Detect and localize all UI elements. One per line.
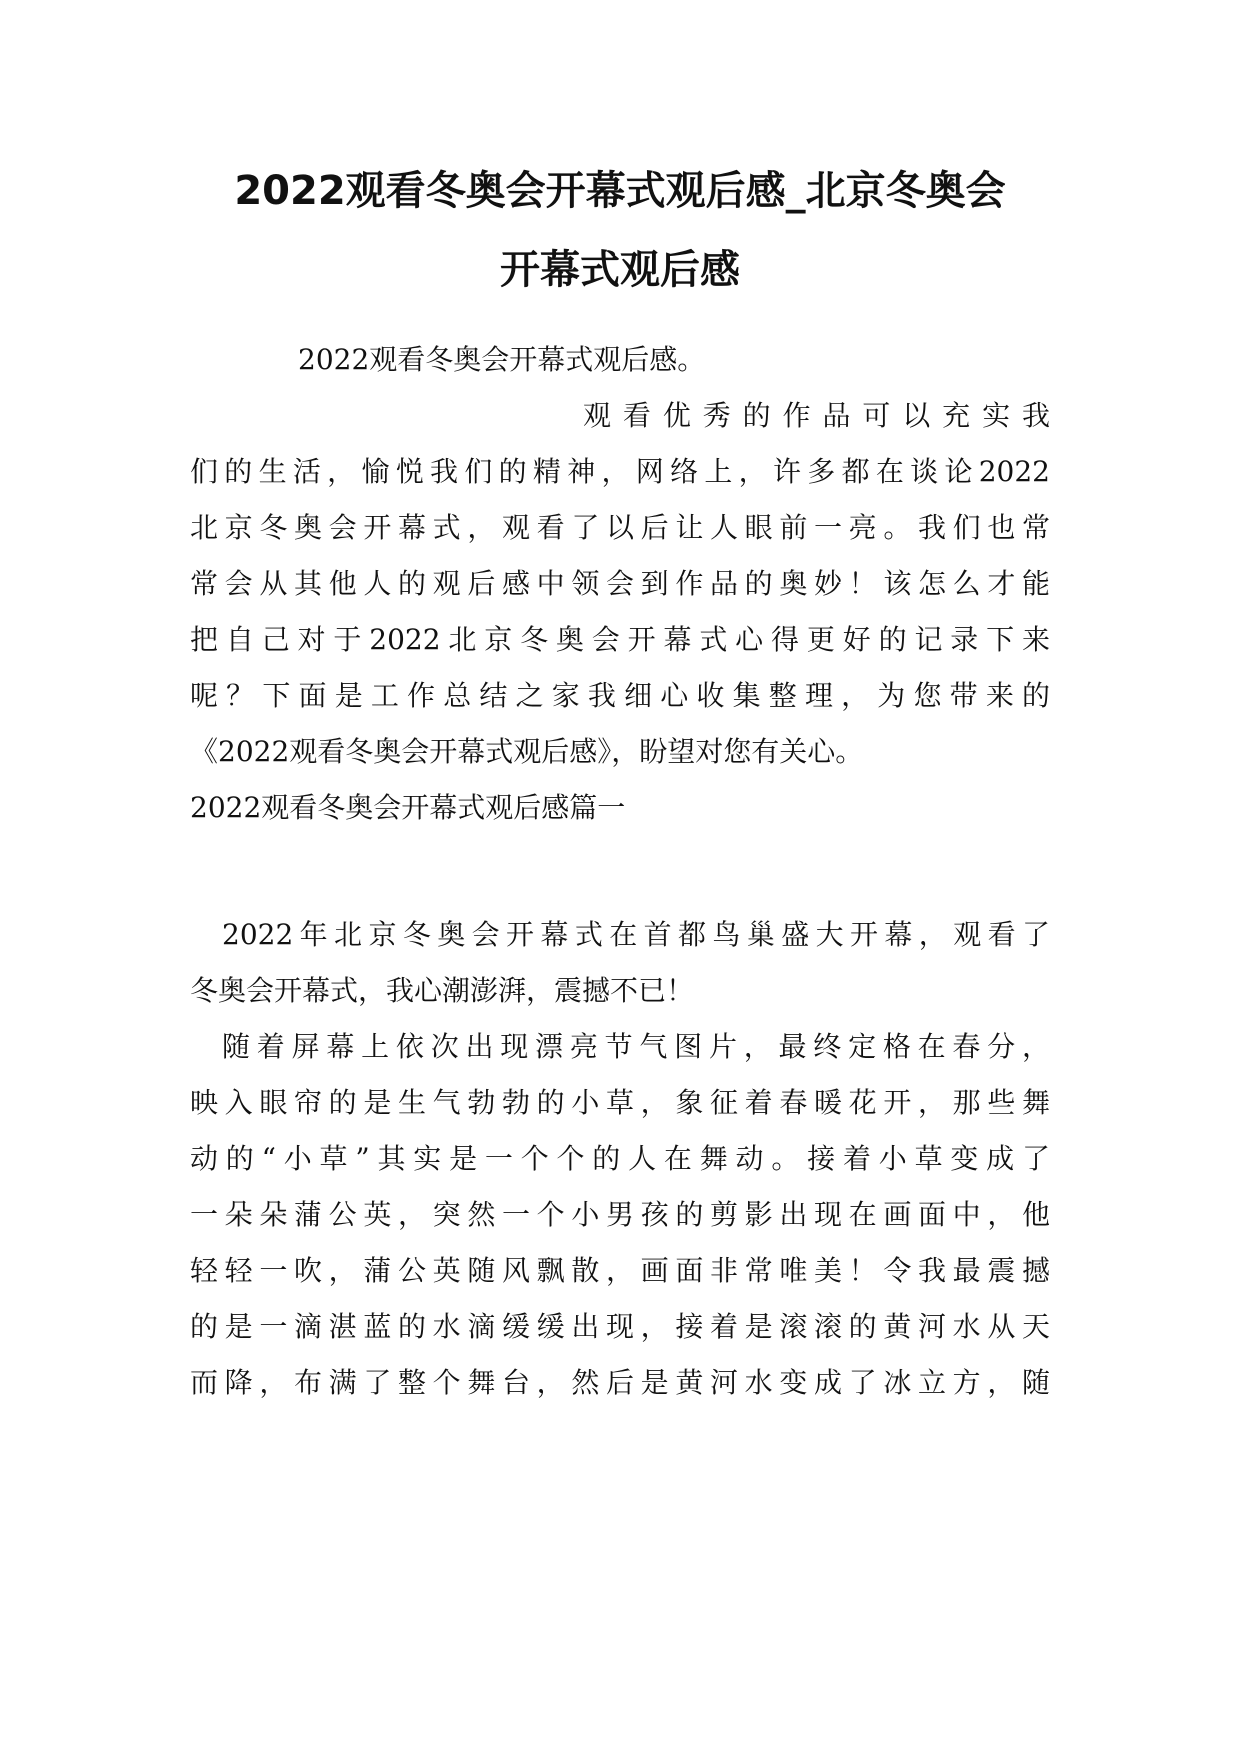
paragraph-line: 的是一滴湛蓝的水滴缓缓出现，接着是滚滚的黄河水从天 [190, 1310, 1050, 1343]
document-title-line-1: 2022观看冬奥会开幕式观后感_北京冬奥会 [234, 168, 1006, 214]
paragraph-line: 《2022观看冬奥会开幕式观后感》，盼望对您有关心。 [190, 735, 864, 768]
paragraph-line: 常会从其他人的观后感中领会到作品的奥妙！该怎么才能 [190, 567, 1050, 600]
paragraph-line: 一朵朵蒲公英，突然一个小男孩的剪影出现在画面中，他 [190, 1198, 1050, 1231]
paragraph-line: 冬奥会开幕式，我心潮澎湃，震撼不已！ [190, 974, 695, 1007]
paragraph-line: 把自己对于2022北京冬奥会开幕式心得更好的记录下来 [190, 623, 1050, 656]
paragraph-line: 呢？下面是工作总结之家我细心收集整理，为您带来的 [190, 679, 1050, 712]
paragraph-line: 2022年北京冬奥会开幕式在首都鸟巢盛大开幕，观看了 [222, 918, 1050, 951]
paragraph-line: 观看优秀的作品可以充实我 [583, 399, 1050, 432]
paragraph-line: 轻轻一吹，蒲公英随风飘散，画面非常唯美！令我最震撼 [190, 1254, 1050, 1287]
paragraph-line: 映入眼帘的是生气勃勃的小草，象征着春暖花开，那些舞 [190, 1086, 1050, 1119]
paragraph-line: 而降，布满了整个舞台，然后是黄河水变成了冰立方，随 [190, 1366, 1050, 1399]
paragraph-line: 随着屏幕上依次出现漂亮节气图片，最终定格在春分， [222, 1030, 1050, 1063]
intro-line: 2022观看冬奥会开幕式观后感。 [298, 343, 706, 376]
paragraph-line: 北京冬奥会开幕式，观看了以后让人眼前一亮。我们也常 [190, 511, 1050, 544]
document-title-line-2: 开幕式观后感 [500, 247, 740, 293]
paragraph-line: 们的生活，愉悦我们的精神，网络上，许多都在谈论2022 [190, 455, 1050, 488]
paragraph-line: 动的“小草”其实是一个个的人在舞动。接着小草变成了 [190, 1142, 1050, 1175]
section-heading: 2022观看冬奥会开幕式观后感篇一 [190, 791, 626, 824]
